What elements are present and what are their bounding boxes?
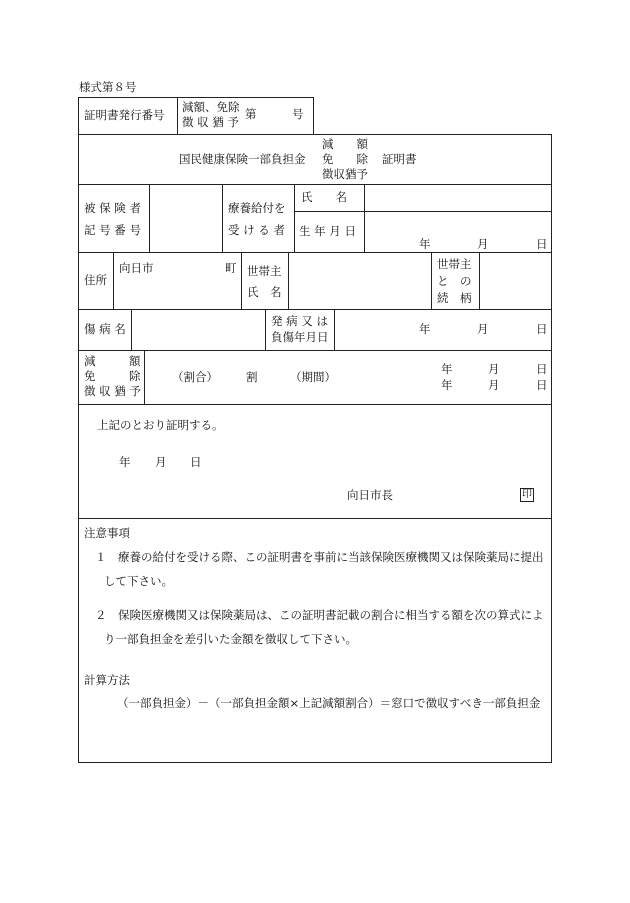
certification-year: 年 (119, 455, 131, 469)
seal-box (520, 488, 534, 502)
calc-heading: 計算方法 (84, 673, 130, 687)
rule-insured-c (294, 184, 295, 253)
rule-insured-a (149, 184, 150, 253)
period-end-year: 年 (441, 378, 453, 392)
rule-injury-a (131, 309, 132, 351)
certification-month: 月 (155, 455, 167, 469)
rule-insured-b (222, 184, 223, 253)
recipient-label-2: 受 け る 者 (228, 223, 285, 237)
rule-after-address (78, 309, 552, 310)
rule-reduction-a (144, 350, 145, 405)
rule-address-d (431, 252, 432, 310)
rule-after-injury (78, 350, 552, 351)
rule-address-b (241, 252, 242, 310)
title-menjo: 免 除 (322, 152, 368, 166)
rule-address-c (288, 252, 289, 310)
reduction-period: （期間） (290, 370, 336, 384)
birth-year: 年 (419, 237, 431, 251)
period-start-month: 月 (488, 362, 500, 376)
period-start-year: 年 (441, 362, 453, 376)
rule-address-a (113, 252, 114, 310)
relation-label-3: 続 柄 (437, 291, 472, 305)
name-label: 氏 名 (301, 190, 347, 204)
insured-label-1: 被 保 険 者 (84, 201, 141, 215)
onset-month: 月 (477, 322, 489, 336)
onset-day: 日 (536, 322, 548, 336)
recipient-label-1: 療養給付を (228, 201, 286, 215)
address-town: 町 (225, 261, 237, 275)
rule-right (551, 134, 552, 763)
birth-day: 日 (536, 237, 548, 251)
period-end-month: 月 (488, 378, 500, 392)
cert-issue-number-label: 証明書発行番号 (84, 108, 165, 122)
notes-heading: 注意事項 (84, 526, 130, 540)
note-2-line-2: り一部負担金を差引いた金額を徴収して下さい。 (104, 632, 357, 646)
header-go: 号 (292, 107, 304, 121)
rule-after-reduction (78, 404, 552, 405)
birth-month: 月 (477, 237, 489, 251)
rule-injury-c (334, 309, 335, 351)
title-suffix: 証明書 (382, 152, 417, 166)
address-label: 住所 (84, 273, 107, 287)
note-1-line-1: １ 療養の給付を受ける際、この証明書を事前に当該保険医療機関又は保険薬局に提出 (95, 550, 544, 564)
rule-top-main (78, 134, 552, 135)
onset-label-2: 負傷年月日 (271, 330, 329, 344)
title-genku: 減 額 (322, 137, 368, 151)
reduction-label-1b: 額 (129, 354, 141, 368)
reduction-label-2b: 除 (129, 369, 141, 383)
title-choshu: 徴収猶予 (322, 167, 368, 181)
mayor-label: 向日市長 (347, 488, 393, 502)
period-start-day: 日 (536, 362, 548, 376)
calc-formula: （一部負担金）－（一部負担金額×上記減額割合）＝窓口で徴収すべき一部負担金 (117, 696, 541, 710)
rule-header-b (313, 97, 314, 135)
reduction-wari: 割 (246, 370, 258, 384)
rule-left (78, 97, 79, 763)
header-dai: 第 (245, 107, 257, 121)
rule-after-certification (78, 518, 552, 519)
address-city: 向日市 (119, 261, 154, 275)
relation-label-2: と の (437, 274, 472, 288)
onset-label-1: 発 病 又 は (271, 314, 328, 328)
period-end-day: 日 (536, 378, 548, 392)
relation-label-1: 世帯主 (437, 257, 472, 271)
note-2-line-1: ２ 保険医療機関又は保険薬局は、この証明書記載の割合に相当する額を次の算式によ (95, 608, 544, 622)
title-prefix: 国民健康保険一部負担金 (179, 152, 306, 166)
onset-year: 年 (419, 322, 431, 336)
note-1-line-2: して下さい。 (104, 574, 173, 588)
header-type-line1: 減額、免除 (182, 100, 240, 114)
rule-top-header (78, 97, 314, 98)
household-head-label-1: 世帯主 (247, 264, 282, 278)
seal-text: 印 (522, 489, 532, 500)
birth-label: 生 年 月 日 (299, 224, 356, 238)
rule-injury-b (265, 309, 266, 351)
rule-address-e (479, 252, 480, 310)
certification-day: 日 (190, 455, 202, 469)
header-type-line2: 徴 収 猶 予 (182, 115, 239, 129)
injury-name-label: 傷 病 名 (84, 322, 126, 336)
insured-label-2: 記 号 番 号 (84, 223, 141, 237)
household-head-label-2: 氏 名 (247, 285, 282, 299)
form-number: 様式第８号 (79, 80, 137, 94)
certification-statement: 上記のとおり証明する。 (97, 418, 224, 432)
rule-bottom (78, 762, 552, 763)
reduction-label-3: 徴 収 猶 予 (84, 384, 141, 398)
rule-insured-d (364, 184, 365, 253)
reduction-ratio: （割合） (172, 370, 218, 384)
rule-header-a (177, 97, 178, 135)
reduction-label-2a: 免 (84, 369, 96, 383)
rule-name-birth (294, 211, 552, 212)
reduction-label-1a: 減 (84, 354, 96, 368)
